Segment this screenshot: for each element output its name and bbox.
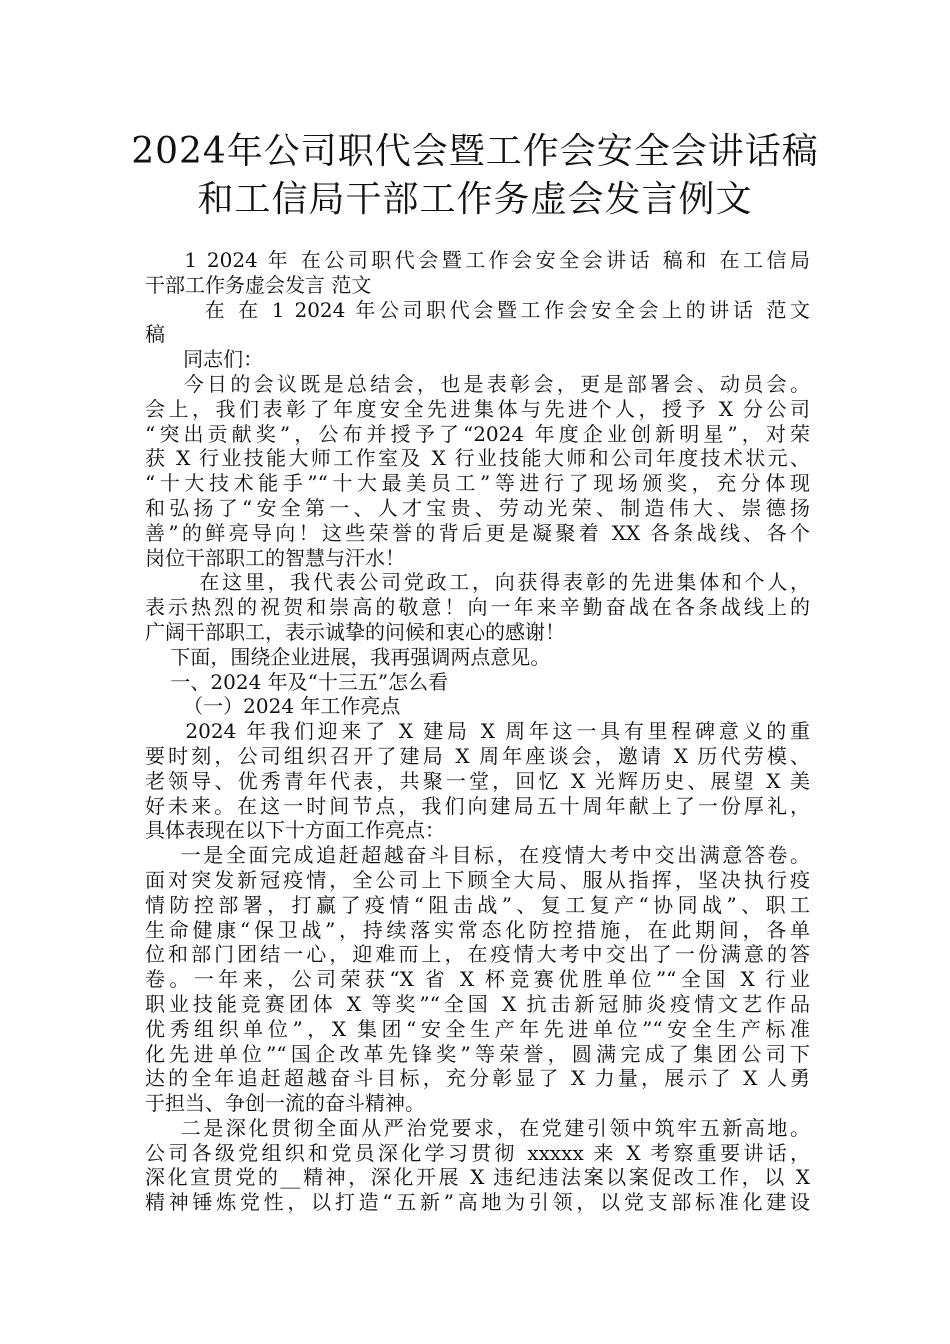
text-line: 深化宣贯党的__精神，深化开展 X 违纪违法案以案促改工作，以 X [145,1165,810,1190]
text-line: 公司各级党组织和党员深化学习贯彻 xxxxx 来 X 考察重要讲话， [145,1140,810,1165]
text-line: “突出贡献奖”，公布并授予了“2024 年度企业创新明星”，对荣 [145,421,810,446]
document-body [145,248,810,1215]
text-line: 今日的会议既是总结会，也是表彰会，更是部署会、动员会。 [145,371,810,396]
text-line: 生命健康“保卫战”，持续落实常态化防控措施，在此期间，各单 [145,917,810,942]
text-line: 和弘扬了“安全第一、人才宝贵、劳动光荣、制造伟大、崇德扬 [145,495,810,520]
salutation: 同志们： [145,347,264,372]
text-line: 好未来。在这一时间节点，我们向建局五十周年献上了一份厚礼， [145,793,810,818]
text-line: 要时刻，公司组织召开了建局 X 周年座谈会，邀请 X 历代劳模、 [145,743,810,768]
text-line: 1 2024 年 在公司职代会暨工作会安全会讲话 稿和 在工信局 [145,248,810,272]
text-line: 卷。一年来，公司荣获“X 省 X 杯竞赛优胜单位”“全国 X 行业 [145,967,810,992]
text-line: 广阔干部职工，表示诚挚的问候和衷心的感谢！ [145,619,565,644]
text-line: 情防控部署，打赢了疫情“阻击战”、复工复产“协同战”、职工 [145,892,810,917]
document-title [100,128,850,224]
text-line: 在这里，我代表公司党政工，向获得表彰的先进集体和个人， [145,570,810,595]
text-line: 职业技能竞赛团体 X 等奖”“全国 X 抗击新冠肺炎疫情文艺作品 [145,991,810,1016]
text-line: 2024 年我们迎来了 X 建局 X 周年这一具有里程碑意义的重 [145,719,810,744]
text-line: 优秀组织单位”，X 集团“安全生产年先进单位”“安全生产标准 [145,1016,810,1041]
text-line: 达的全年追赶超越奋斗目标，充分彰显了 X 力量，展示了 X 人勇 [145,1066,810,1091]
text-line: “十大技术能手”“十大最美员工”等进行了现场颁奖，充分体现 [145,471,810,496]
text-line: 获 X 行业技能大师工作室及 X 行业技能大师和公司年度技术状元、 [145,446,810,471]
text-line: 会上，我们表彰了年度安全先进集体与先进个人，授予 X 分公司 [145,396,810,421]
text-line: 位和部门团结一心，迎难而上，在疫情大考中交出了一份满意的答 [145,942,810,967]
text-line: 下面，围绕企业进展，我再强调两点意见。 [145,644,551,669]
text-line: 于担当、争创一流的奋斗精神。 [145,1091,425,1116]
text-line: 表示热烈的祝贺和崇高的敬意！向一年来辛勤奋战在各条战线上的 [145,595,810,620]
text-line: 善”的鲜亮导向！这些荣誉的背后更是凝聚着 XX 各条战线、各个 [145,520,810,545]
text-line: 干部工作务虚会发言 范文 [145,272,372,297]
text-line: 稿 [145,322,165,347]
section-heading: 一、2024 年及“十三五”怎么看 [145,669,449,694]
text-line: 面对突发新冠疫情，全公司上下顾全大局、服从指挥，坚决执行疫 [145,867,810,892]
text-line: 具体表现在以下十方面工作亮点： [145,818,445,843]
title-line-1: 2024年公司职代会暨工作会安全会讲话稿 [131,131,819,172]
text-line: 二是深化贯彻全面从严治党要求，在党建引领中筑牢五新高地。 [145,1115,810,1140]
text-line: 化先进单位”“国企改革先锋奖”等荣誉，圆满完成了集团公司下 [145,1041,810,1066]
text-line: 老领导、优秀青年代表，共聚一堂，回忆 X 光辉历史、展望 X 美 [145,768,810,793]
text-line: 在 在 1 2024 年公司职代会暨工作会安全会上的讲话 范文 [145,297,810,322]
subsection-heading: （一）2024 年工作亮点 [145,694,401,719]
text-line: 一是全面完成追赶超越奋斗目标，在疫情大考中交出满意答卷。 [145,843,810,868]
title-line-2: 和工信局干部工作务虚会发言例文 [197,179,753,220]
text-line: 精神锤炼党性，以打造“五新”高地为引领，以党支部标准化建设 [145,1190,810,1215]
text-line: 岗位干部职工的智慧与汗水！ [145,545,405,570]
